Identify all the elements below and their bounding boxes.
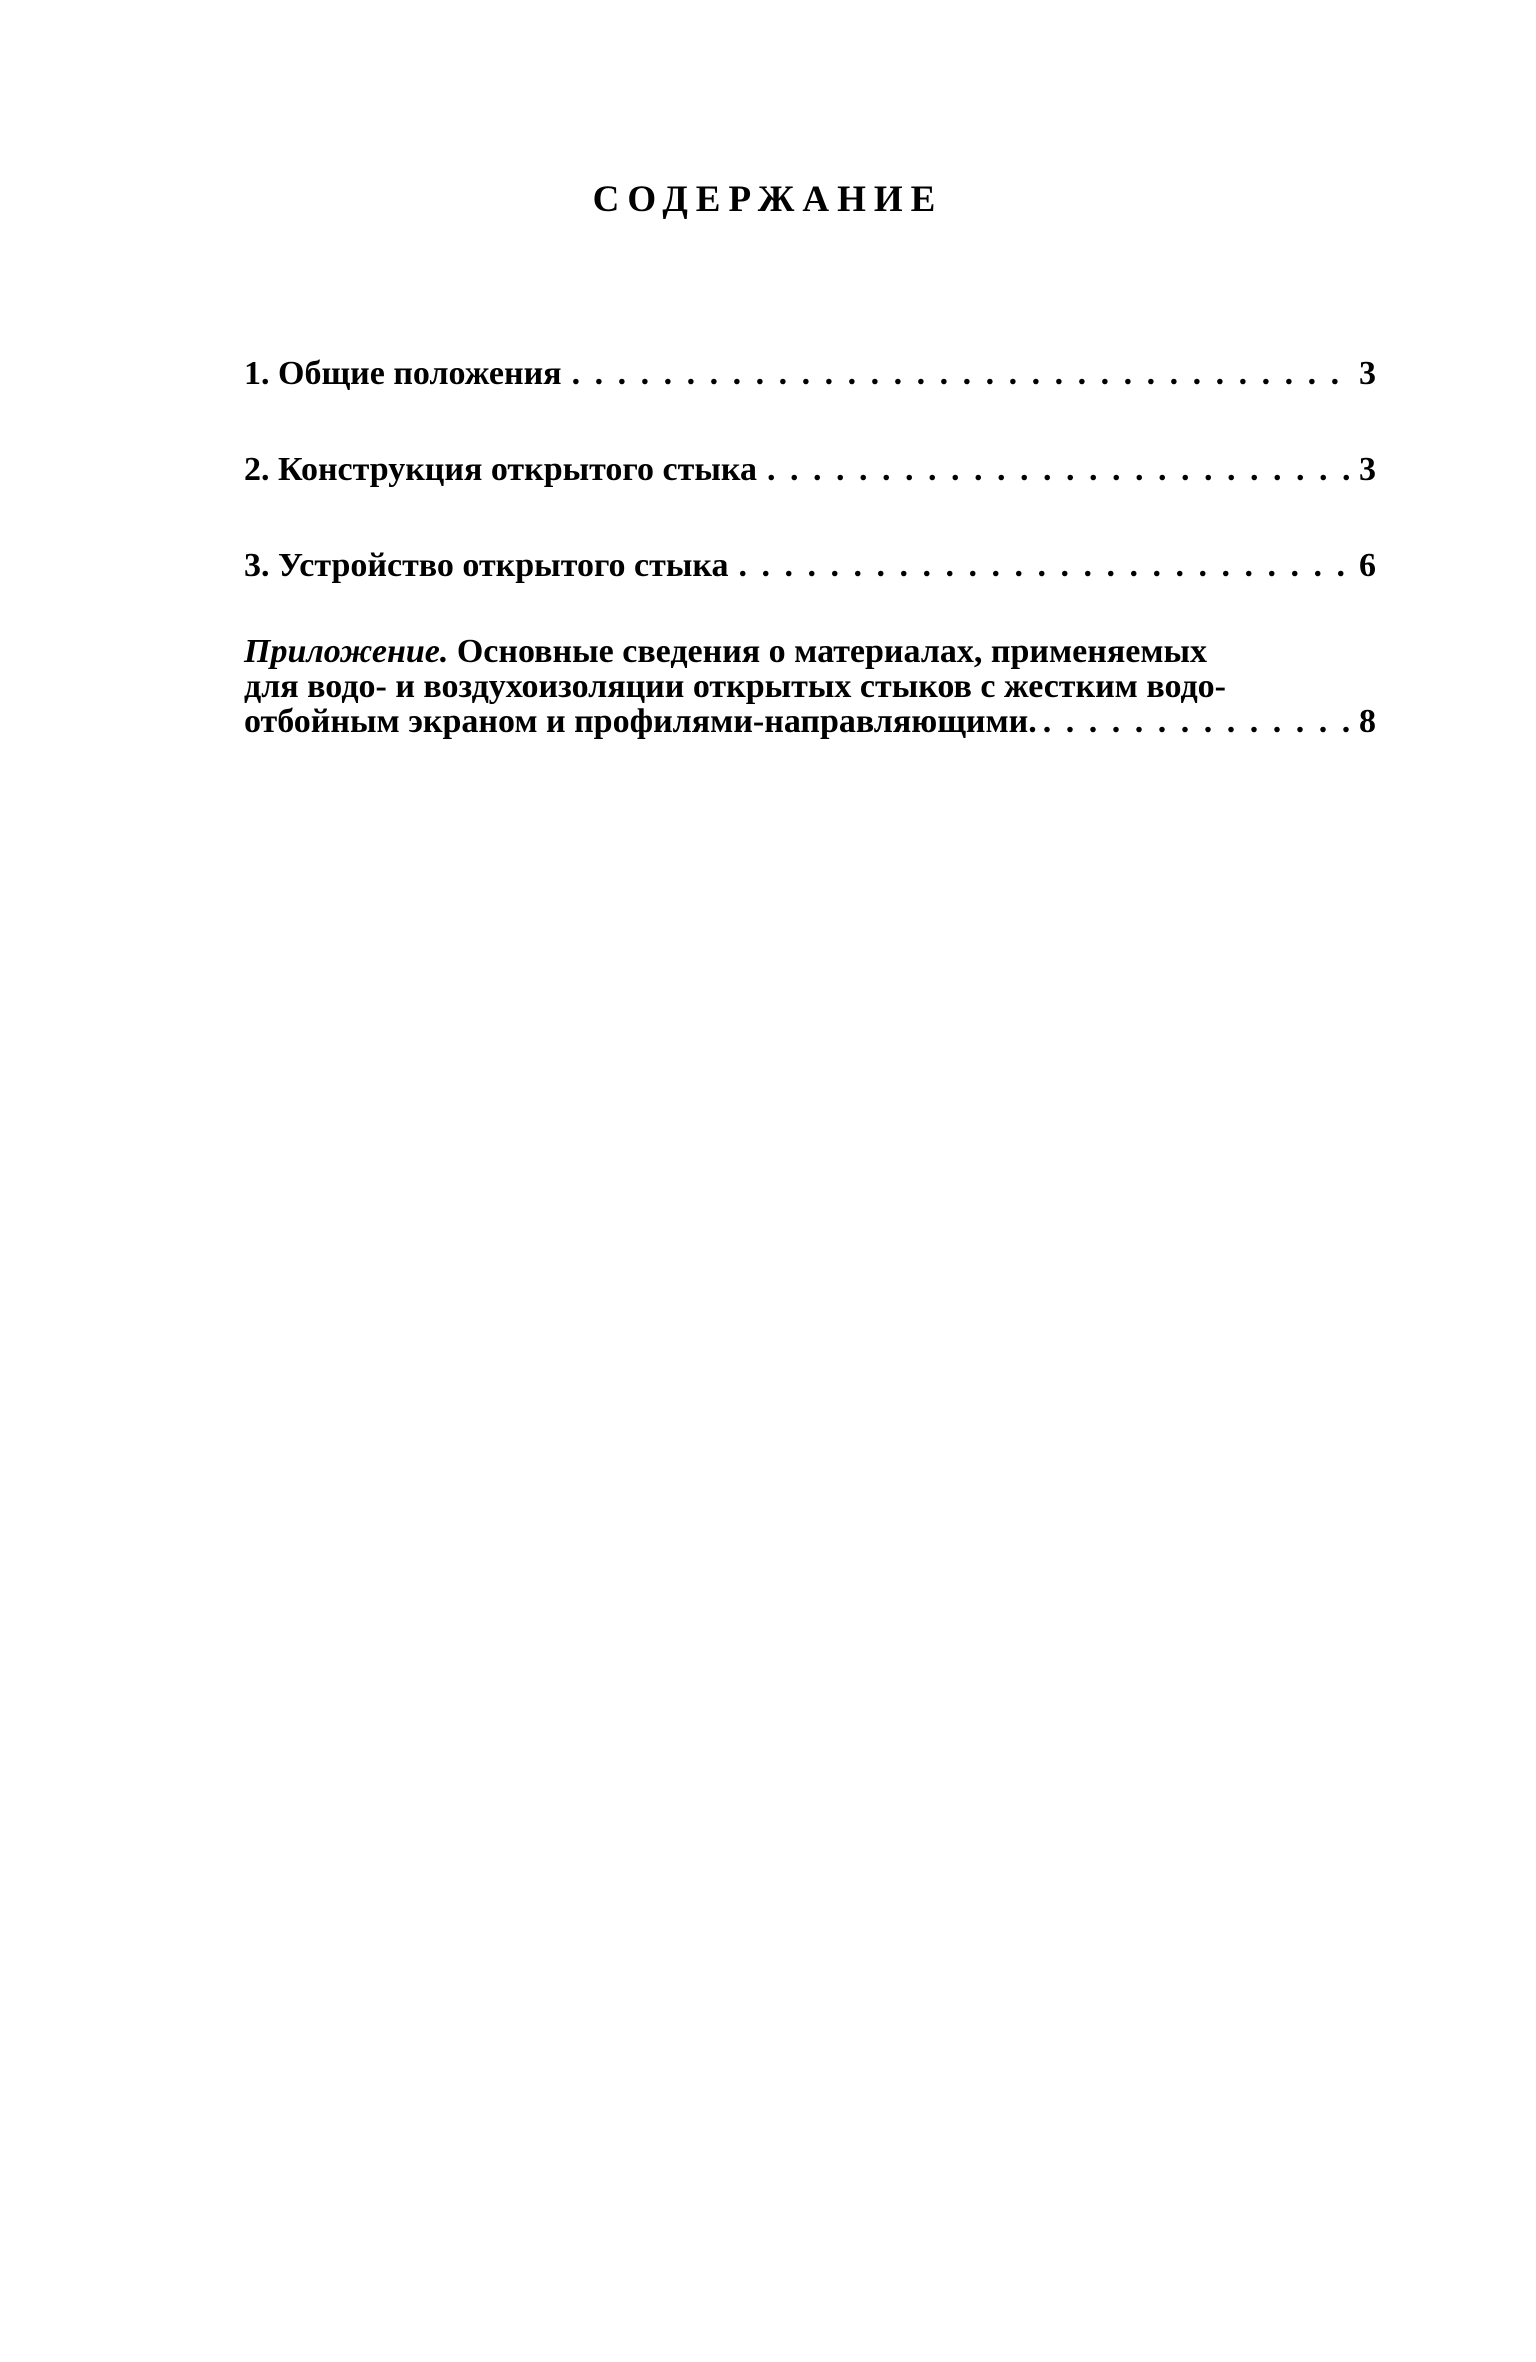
toc-entry-installation[interactable] [244,548,1376,584]
toc-entry-label: 2. Конструкция открытого стыка [244,451,757,488]
appendix-line-3 [244,704,1376,739]
toc-page-number: 8 [1359,703,1376,740]
appendix-line-3-text: отбойным экраном и профилями-направляющими. [244,703,1037,740]
appendix-line-2: для водо- и воздухоизоляции открытых стыков с жестким водо- [244,668,1226,705]
appendix-line-1-text: Основные сведения о материалах, применяемых [448,633,1208,670]
dot-leader [738,548,1355,584]
toc-page-number: 3 [1359,451,1376,488]
appendix-line-1 [244,634,1376,669]
dot-leader [1043,704,1355,739]
table-of-contents [244,356,1376,739]
toc-entry-label: 1. Общие положения [244,355,562,392]
toc-entry-label: 3. Устройство открытого стыка [244,547,729,584]
toc-page-number: 6 [1359,547,1376,584]
toc-entry-appendix[interactable] [244,634,1376,739]
toc-entry-construction[interactable] [244,452,1376,488]
toc-entry-general[interactable] [244,356,1376,392]
page-title: СОДЕРЖАНИЕ [592,179,944,220]
dot-leader [572,356,1355,392]
appendix-lead: Приложение. [244,633,449,670]
toc-page-number: 3 [1359,355,1376,392]
dot-leader [767,452,1355,488]
